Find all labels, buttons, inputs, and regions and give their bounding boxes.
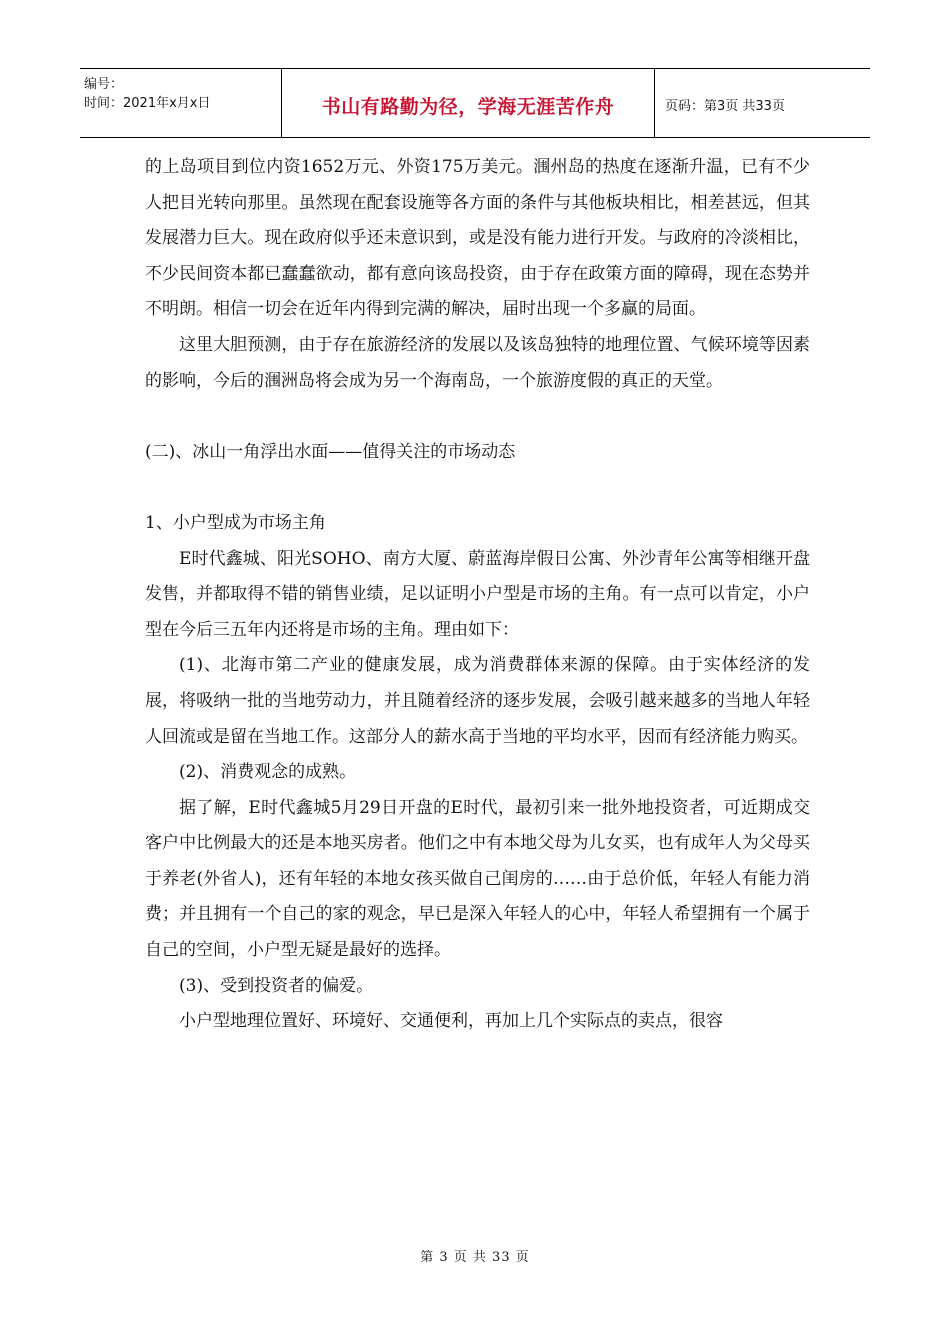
page-footer: 第 3 页 共 33 页 [420, 1250, 530, 1265]
subsection-heading: 1、小户型成为市场主角 [145, 512, 326, 533]
paragraph: 据了解，E时代鑫城5月29日开盘的E时代，最初引来一批外地投资者，可近期成交客户中比例最大的还是本地买房者。他们之中有本地父母为儿女买，也有成年人为父母买于养老(外省人)，还有年轻的本地女孩买做自己闺房的……由于总价低，年轻人有能力消费；并且拥有一个自己的家的观念，早已是深入年轻人的心中，年轻人希望拥有一个属于自己的空间，小户型无疑是最好的选择。 [145, 797, 810, 961]
header-table [80, 68, 870, 138]
header-motto: 书山有路勤为径，学海无涯苦作舟 [321, 96, 615, 118]
document-time-label: 时间：2021年x月x日 [84, 96, 211, 111]
paragraph: (2)、消费观念的成熟。 [179, 762, 357, 783]
document-number-label: 编号： [84, 77, 124, 92]
paragraph: 这里大胆预测，由于存在旅游经济的发展以及该岛独特的地理位置、气候环境等因素的影响，今后的涠洲岛将会成为另一个海南岛，一个旅游度假的真正的天堂。 [145, 334, 810, 391]
paragraph: (1)、北海市第二产业的健康发展，成为消费群体来源的保障。由于实体经济的发展，将吸纳一批的当地劳动力，并且随着经济的逐步发展，会吸引越来越多的当地人年轻人回流或是留在当地工作。这部分人的薪水高于当地的平均水平，因而有经济能力购买。 [145, 655, 810, 747]
paragraph: E时代鑫城、阳光SOHO、南方大厦、蔚蓝海岸假日公寓、外沙青年公寓等相继开盘发售，并都取得不错的销售业绩，足以证明小户型是市场的主角。有一点可以肯定，小户型在今后三五年内还将是市场的主角。理由如下： [145, 548, 810, 640]
section-heading: (二)、冰山一角浮出水面——值得关注的市场动态 [145, 441, 516, 462]
header-page-info: 页码：第3页 共33页 [665, 99, 785, 114]
document-body [145, 150, 810, 1040]
paragraph: 的上岛项目到位内资1652万元、外资175万美元。涠州岛的热度在逐渐升温，已有不少人把目光转向那里。虽然现在配套设施等各方面的条件与其他板块相比，相差甚远，但其发展潜力巨大。现在政府似乎还未意识到，或是没有能力进行开发。与政府的冷淡相比，不少民间资本都已蠢蠢欲动，都有意向该岛投资，由于存在政策方面的障碍，现在态势并不明朗。相信一切会在近年内得到完满的解决，届时出现一个多赢的局面。 [145, 157, 810, 320]
paragraph: (3)、受到投资者的偏爱。 [179, 975, 374, 996]
header-meta-cell [80, 69, 282, 137]
paragraph: 小户型地理位置好、环境好、交通便利，再加上几个实际点的卖点，很容 [179, 1011, 723, 1032]
header-motto-cell [282, 69, 655, 137]
header-page-cell [655, 69, 870, 137]
